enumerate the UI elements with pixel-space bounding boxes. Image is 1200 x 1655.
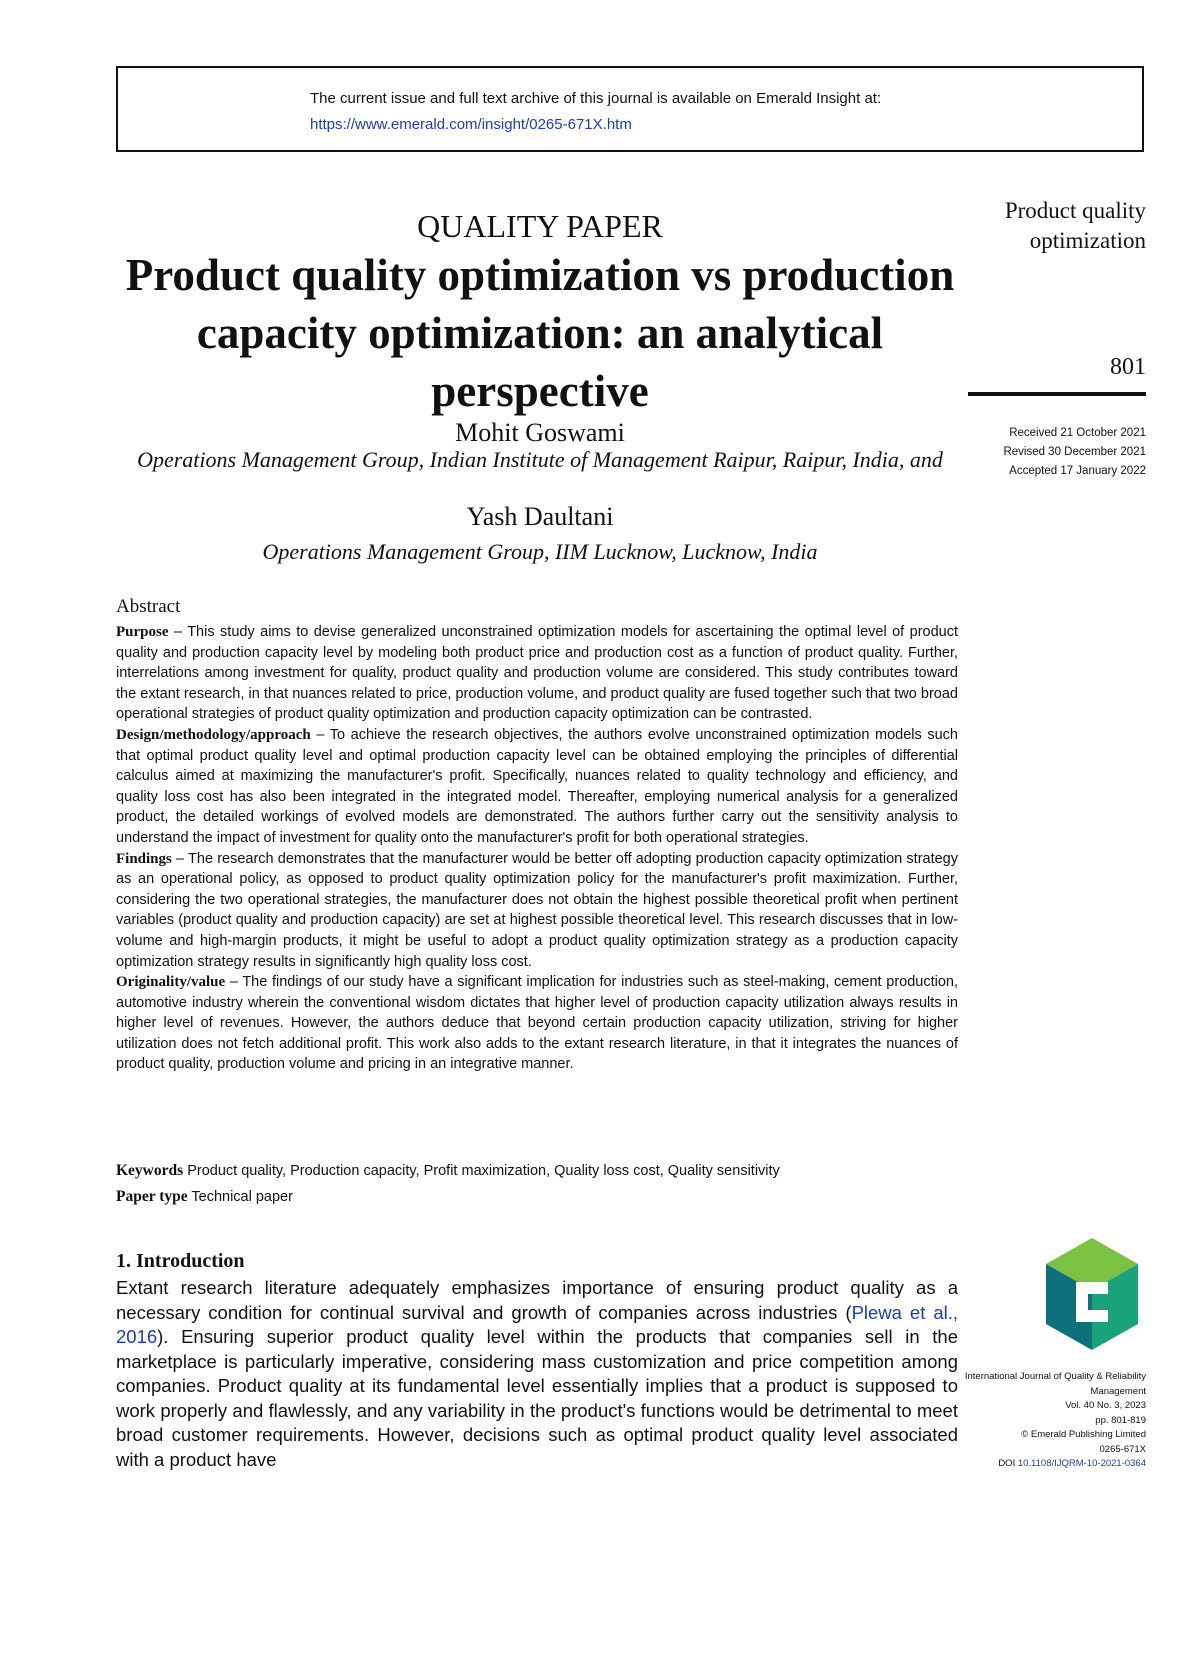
- submission-dates: [936, 424, 1146, 481]
- originality-label: Originality/value: [116, 974, 226, 991]
- paper-title: Product quality optimization vs production capacity optimization: an analytical perspective: [125, 250, 955, 416]
- paper-type-value: Technical paper: [191, 1189, 293, 1205]
- journal-volume: Vol. 40 No. 3, 2023: [1065, 1400, 1146, 1411]
- paper-type-label: Paper type: [116, 1188, 188, 1205]
- doi-link[interactable]: 10.1108/IJQRM-10-2021-0364: [1017, 1458, 1146, 1469]
- abstract-heading: Abstract: [116, 596, 181, 617]
- journal-availability-notice: [116, 66, 1144, 152]
- keywords-label: Keywords: [116, 1162, 184, 1179]
- findings-label: Findings: [116, 850, 172, 867]
- introduction-paragraph: [116, 1276, 958, 1472]
- author-affiliation: Operations Management Group, IIM Lucknow, Lucknow, India: [262, 539, 818, 564]
- revised-date: Revised 30 December 2021: [1003, 446, 1146, 458]
- design-text: To achieve the research objectives, the authors evolve unconstrained optimization models such that optimal product quality level and optimal production capacity level can be obtained employing the principles of differential calculus aimed at maximizing the manufacturer's profit. Specifically, nuances related to quality technology and efficiency, and quality loss cost has also been integrated in the integrated model. Thereafter, employing numerical analysis for a generalized product, the detailed workings of evolved models are demonstrated. The authors further carry out the sensitivity analysis to understand the impact of investment for quality onto the manufacturer's profit for both operational strategies.: [116, 726, 958, 846]
- author-name: Mohit Goswami: [455, 418, 625, 447]
- findings-text: The research demonstrates that the manufacturer would be better off adopting production capacity optimization strategy as an operational policy, as opposed to product quality optimization policy for the manufacturer's profit maximization. Further, considering the two operational strategies, the manufacturer does not obtain the highest possible theoretical profit when pertinent variables (product quality and production capacity) are set at highest possible theoretical level. This research discusses that in low-volume and high-margin products, it might be useful to adopt a product quality optimization strategy as a production capacity optimization strategy results in significantly high quality loss cost.: [116, 850, 959, 970]
- citation-link[interactable]: Plewa et al., 2016: [116, 1301, 959, 1347]
- paper-type-line: [116, 1188, 958, 1206]
- notice-text: The current issue and full text archive of this journal is available on Emerald Insight at:: [310, 90, 882, 107]
- abstract-purpose: Purpose – This study aims to devise generalized unconstrained optimization models for ascertaining the optimal level of product quality and production capacity level by modeling both product price and production cost as a function of product quality. Further, interrelations among investment for quality, product quality and production volume are considered. This study contributes toward the extant research, in that nuances related to price, production volume, and product quality are fused together such that two broad operational strategies of product quality optimization and production capacity optimization can be contrasted.: [116, 624, 959, 723]
- doi-label: DOI: [998, 1458, 1016, 1469]
- purpose-text: This study aims to devise generalized unconstrained optimization models for ascertaining the optimal level of product quality and production capacity level by modeling both product price and production cost as a function of product quality. Further, interrelations among investment for quality, product quality and production volume are considered. This study contributes toward the extant research, in that nuances related to price, production volume, and product quality are fused together such that two broad operational strategies of product quality optimization and production capacity optimization can be contrasted.: [116, 624, 959, 723]
- intro-text-continued: ). Ensuring superior product quality level within the products that companies sell in the marketplace is particularly imperative, considering mass customization and price competition among companies. Product quality at its fundamental level essentially implies that a product is supposed to work properly and flawlessly, and any variability in the product's functions would be detrimental to meet broad customer requirements. However, decisions such as optimal product quality level associated with a product have: [116, 1326, 958, 1470]
- keywords-line: [116, 1162, 958, 1180]
- journal-pages: pp. 801-819: [1095, 1414, 1146, 1426]
- journal-url-link[interactable]: https://www.emerald.com/insight/0265-671X.htm: [310, 116, 632, 133]
- doi-line: [956, 1457, 1146, 1472]
- introduction-heading: 1. Introduction: [116, 1250, 245, 1272]
- author-affiliation: Operations Management Group, Indian Institute of Management Raipur, Raipur, India, and: [137, 447, 943, 472]
- design-label: Design/methodology/approach: [116, 726, 311, 743]
- abstract-design: Design/methodology/approach – To achieve the research objectives, the authors evolve unconstrained optimization models such that optimal product quality level and optimal production capacity level can be obtained employing the principles of differential calculus aimed at maximizing the manufacturer's profit. Specifically, nuances related to quality technology and efficiency, and quality loss cost has also been integrated in the integrated model. Thereafter, employing numerical analysis for a generalized product, the detailed workings of evolved models are demonstrated. The authors further carry out the sensitivity analysis to understand the impact of investment for quality onto the manufacturer's profit for both operational strategies.: [116, 726, 958, 846]
- intro-text: Extant research literature adequately emphasizes importance of ensuring product quality as a necessary condition for continual survival and growth of companies across industries (: [116, 1277, 958, 1323]
- margin-divider: [968, 392, 1146, 396]
- abstract-body: [116, 622, 958, 1075]
- paper-type-heading: QUALITY PAPER: [417, 208, 663, 244]
- author-name: Yash Daultani: [466, 502, 614, 531]
- purpose-label: Purpose: [116, 624, 169, 640]
- publisher: © Emerald Publishing Limited: [1021, 1429, 1146, 1440]
- received-date: Received 21 October 2021: [1009, 427, 1146, 439]
- emerald-logo-icon: [1046, 1238, 1138, 1350]
- journal-name: International Journal of Quality & Reliability Management: [964, 1371, 1146, 1397]
- journal-info: [956, 1370, 1146, 1472]
- keywords-value: Product quality, Production capacity, Profit maximization, Quality loss cost, Quality sensitivity: [187, 1163, 780, 1179]
- running-title: Product quality optimization: [1004, 198, 1146, 253]
- originality-text: The findings of our study have a significant implication for industries such as steel-making, cement production, automotive industry wherein the conventional wisdom dictates that higher level of production capacity utilization always results in higher level of revenues. However, the authors deduce that beyond certain production capacity utilization, striving for higher utilization does not fetch additional profit. This work also adds to the extant research literature, in that it integrates the nuances of product quality, production volume and pricing in an integrative manner.: [116, 974, 959, 1073]
- accepted-date: Accepted 17 January 2022: [1009, 465, 1146, 477]
- abstract-originality: Originality/value – The findings of our study have a significant implication for industries such as steel-making, cement production, automotive industry wherein the conventional wisdom dictates that higher level of production capacity utilization always results in higher level of revenues. However, the authors deduce that beyond certain production capacity utilization, striving for higher utilization does not fetch additional profit. This work also adds to the extant research literature, in that it integrates the nuances of product quality, production volume and pricing in an integrative manner.: [116, 974, 959, 1073]
- page-number: 801: [1110, 354, 1146, 380]
- issn: 0265-671X: [1099, 1443, 1146, 1455]
- abstract-findings: Findings – The research demonstrates that the manufacturer would be better off adopting production capacity optimization strategy as an operational policy, as opposed to product quality optimization policy for the manufacturer's profit maximization. Further, considering the two operational strategies, the manufacturer does not obtain the highest possible theoretical profit when pertinent variables (product quality and production capacity) are set at highest possible theoretical level. This research discusses that in low-volume and high-margin products, it might be useful to adopt a product quality optimization strategy as a production capacity optimization strategy results in significantly high quality loss cost.: [116, 850, 959, 970]
